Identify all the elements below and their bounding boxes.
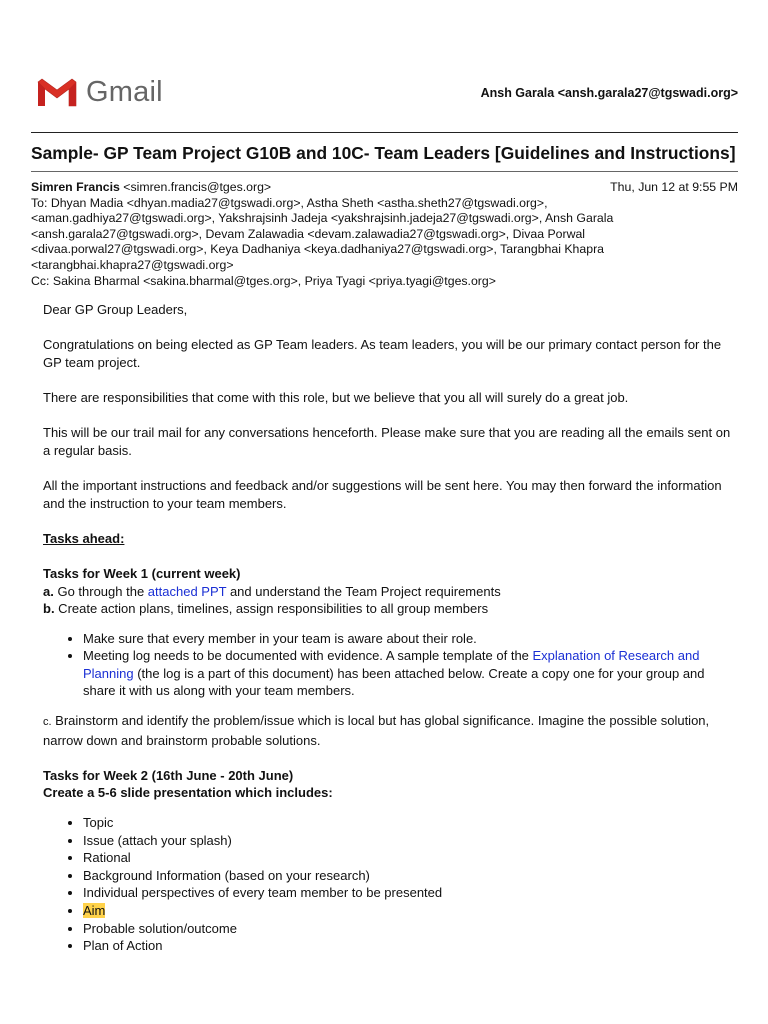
email-body (43, 301, 733, 967)
task-b-text: Create action plans, timelines, assign responsibilities to all group members (54, 601, 489, 617)
task-b-label: b. (43, 601, 55, 617)
tasks-heading: Tasks ahead: (43, 530, 125, 546)
list-item: • Issue (attach your splash) (83, 832, 733, 850)
recipients-line: <aman.gadhiya27@tgswadi.org>, Yakshrajsinh Jadeja <yakshrajsinh.jadeja27@tgswadi.org>, Ansh Garala (31, 211, 614, 226)
bullet2-text-post: (the log is a part of this document) has been attached below. Create a copy one for your group and share it with us along with your team members. (83, 665, 705, 699)
highlighted-aim: Aim (83, 903, 106, 918)
task-b (43, 600, 733, 618)
account-email: Ansh Garala <ansh.garala27@tgswadi.org> (480, 86, 738, 100)
recipients-line: <divaa.porwal27@tgswadi.org>, Keya Dadhaniya <keya.dadhaniya27@tgswadi.org>, Tarangbhai Khapra (31, 242, 605, 257)
task-c-label: c. (43, 716, 52, 729)
task-a-text-post: and understand the Team Project requirements (226, 583, 501, 599)
recipients-line: To: Dhyan Madia <dhyan.madia27@tgswadi.org>, Astha Sheth <astha.sheth27@tgswadi.org>, (31, 195, 548, 210)
cc-line: Cc: Sakina Bharmal <sakina.bharmal@tges.org>, Priya Tyagi <priya.tyagi@tges.org> (31, 273, 496, 288)
top-divider (31, 132, 738, 133)
sender-name: Simren Francis (31, 180, 120, 194)
list-item: • Make sure that every member in your team is aware about their role. (83, 630, 733, 648)
bullet2-text-pre: Meeting log needs to be documented with evidence. A sample template of the (83, 648, 533, 664)
list-item: • Topic (83, 814, 733, 832)
week2-subheading: Create a 5-6 slide presentation which includes: (43, 785, 333, 801)
email-header (36, 74, 738, 114)
gmail-m-icon (36, 76, 78, 108)
list-item (83, 647, 733, 700)
body-paragraph: All the important instructions and feedback and/or suggestions will be sent here. You may then forward the information and the instruction to your team members. (43, 477, 722, 511)
recipients-line: <tarangbhai.khapra27@tgswadi.org> (31, 257, 234, 272)
email-meta (31, 180, 738, 289)
sender-email: <simren.francis@tges.org> (123, 180, 272, 194)
task-c (43, 712, 733, 749)
attached-ppt-link[interactable]: attached PPT (147, 583, 227, 599)
week2-heading: Tasks for Week 2 (16th June - 20th June) (43, 767, 294, 783)
research-planning-link[interactable]: Explanation of Research and Planning (83, 648, 700, 681)
body-paragraph: There are responsibilities that come with this role, but we believe that you all will surely do a great job. (43, 389, 629, 405)
greeting: Dear GP Group Leaders, (43, 302, 188, 317)
list-item: • Background Information (based on your research) (83, 867, 733, 885)
task-a (43, 583, 733, 601)
list-item (83, 902, 733, 920)
gmail-logo (36, 74, 163, 110)
gmail-wordmark: Gmail (86, 75, 163, 108)
email-subject: Sample- GP Team Project G10B and 10C- Team Leaders [Guidelines and Instructions] (31, 143, 736, 163)
list-item: • Individual perspectives of every team member to be presented (83, 884, 733, 902)
list-item: • Plan of Action (83, 937, 733, 955)
list-item: • Probable solution/outcome (83, 920, 733, 938)
recipients-line: <ansh.garala27@tgswadi.org>, Devam Zalawadia <devam.zalawadia27@tgswadi.org>, Divaa Porwal (31, 226, 586, 241)
email-date: Thu, Jun 12 at 9:55 PM (610, 180, 738, 194)
list-item: • Rational (83, 849, 733, 867)
task-c-text: Brainstorm and identify the problem/issue which is local but has global significance. Imagine the possible solution, narrow down and brainstorm probable solutions. (43, 713, 710, 748)
week2-bullets (43, 814, 733, 955)
task-a-label: a. (43, 583, 54, 599)
week1-bullets (43, 630, 733, 700)
body-paragraph: Congratulations on being elected as GP Team leaders. As team leaders, you will be our primary contact person for the GP team project. (43, 337, 722, 370)
week1-heading: Tasks for Week 1 (current week) (43, 565, 241, 581)
body-paragraph: This will be our trail mail for any conversations henceforth. Please make sure that you are reading all the emails sent on a regular basis. (43, 425, 731, 458)
subject-divider (31, 171, 738, 172)
task-a-text-pre: Go through the (53, 583, 148, 599)
